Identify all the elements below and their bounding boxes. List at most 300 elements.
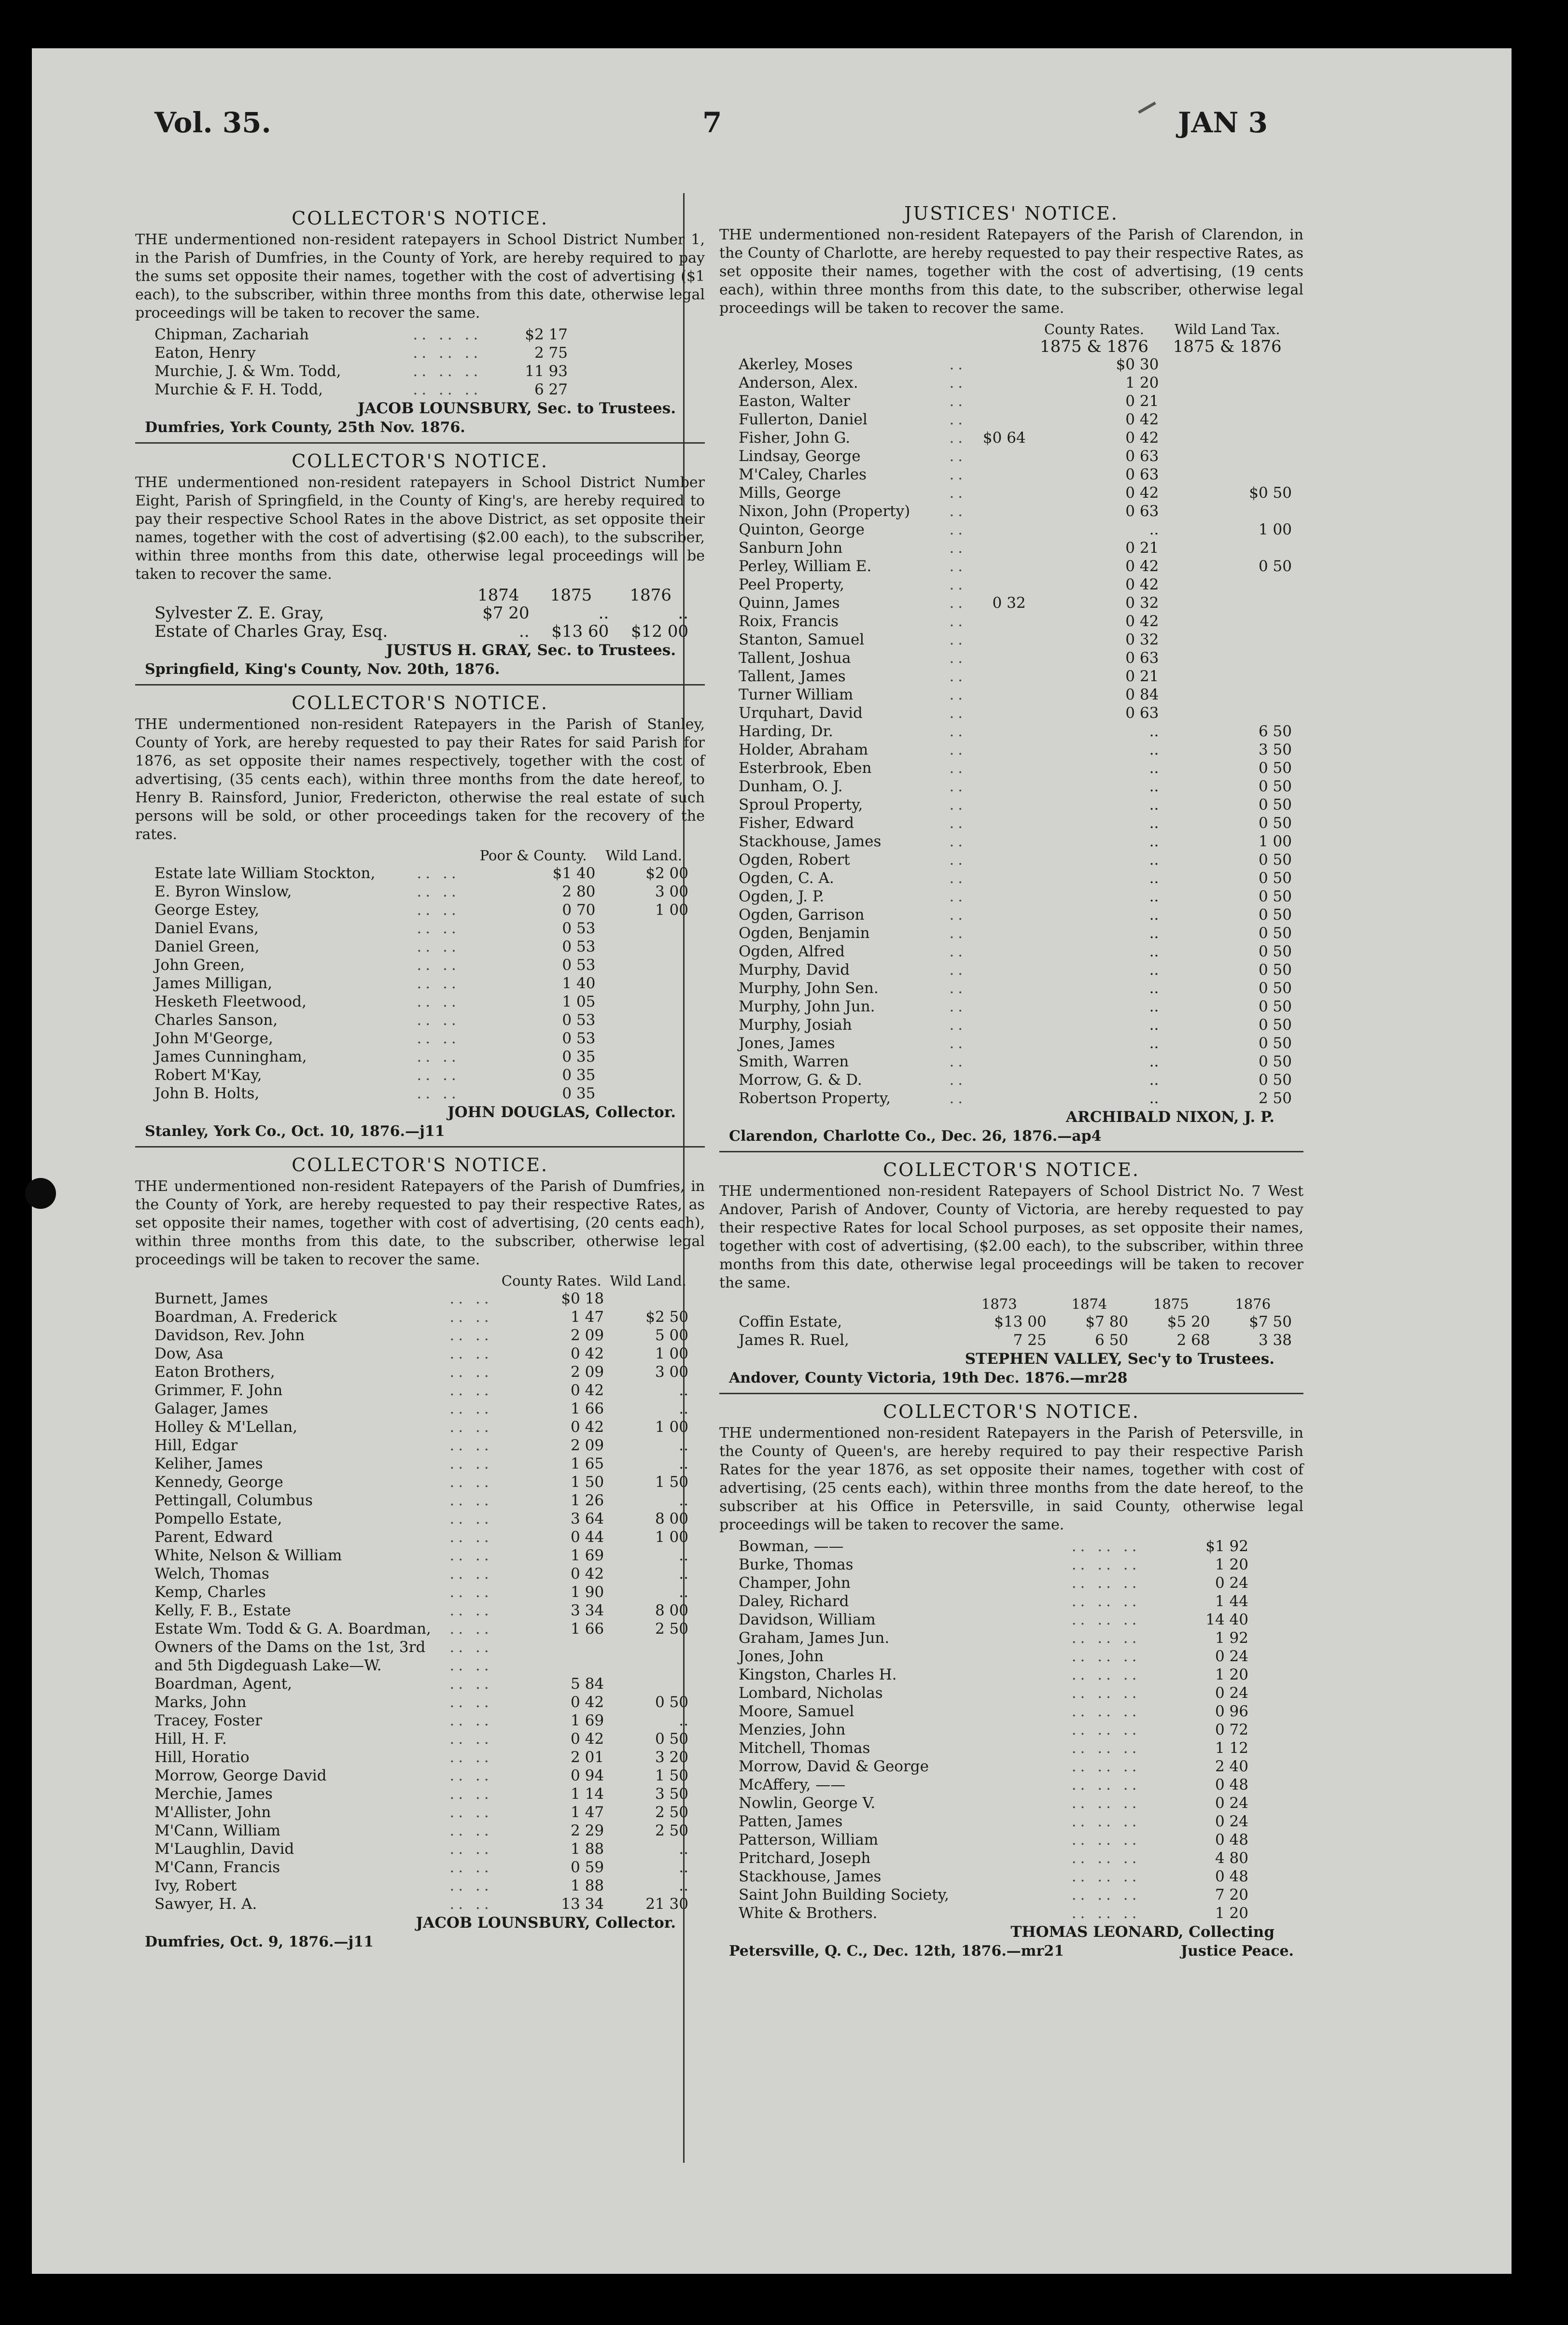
leader-dots: .. .. bbox=[449, 1583, 493, 1601]
amount-cell bbox=[1161, 502, 1294, 520]
amount-cell: .. bbox=[679, 1437, 688, 1454]
leader-dots: .. bbox=[949, 686, 967, 703]
ratepayer-name: Morrow, G. & D. bbox=[739, 1071, 862, 1089]
amount-cell: 0 42 bbox=[1125, 484, 1159, 502]
table-row bbox=[719, 759, 1294, 777]
amount-cell: $7 20 bbox=[482, 603, 530, 623]
leader-dots: .. .. bbox=[449, 1345, 493, 1362]
year-header: 1874 bbox=[477, 586, 519, 605]
ratepayer-name: Urquhart, David bbox=[739, 704, 863, 722]
amount-cell: 0 50 bbox=[1258, 778, 1292, 795]
amount-cell: $0 18 bbox=[561, 1290, 604, 1307]
leader-dots: .. bbox=[949, 411, 967, 428]
amount-cell: 0 24 bbox=[1215, 1794, 1248, 1812]
leader-dots: .. .. .. bbox=[1071, 1776, 1141, 1793]
leader-dots: .. bbox=[949, 851, 967, 868]
leader-dots: .. .. bbox=[449, 1675, 493, 1693]
amount-cell: $13 00 bbox=[994, 1313, 1047, 1331]
amount-cell bbox=[597, 956, 690, 974]
amount-cell: .. bbox=[1149, 833, 1159, 850]
amount-cell: 0 50 bbox=[1258, 851, 1292, 868]
leader-dots: .. .. bbox=[449, 1822, 493, 1839]
leader-dots: .. .. bbox=[417, 883, 460, 900]
table-row bbox=[135, 1821, 690, 1840]
column-header: Wild Land Tax. bbox=[1174, 321, 1280, 337]
amount-cell bbox=[597, 919, 690, 938]
amount-cell bbox=[597, 974, 690, 993]
table-row bbox=[135, 1840, 690, 1858]
notice-petersville bbox=[719, 1401, 1303, 1961]
amount-cell: 3 50 bbox=[1258, 741, 1292, 758]
table-row bbox=[135, 1528, 690, 1546]
ratepayer-name: Murphy, John Jun. bbox=[739, 998, 875, 1015]
table-row bbox=[719, 1886, 1250, 1904]
amount-cell: 0 94 bbox=[571, 1767, 604, 1784]
amount-cell: .. bbox=[679, 1877, 688, 1894]
amount-cell: 3 00 bbox=[655, 883, 688, 900]
ratepayer-name: Moore, Samuel bbox=[739, 1703, 854, 1720]
table-row bbox=[719, 961, 1294, 979]
column-header: County Rates. bbox=[1044, 321, 1144, 337]
section-rule bbox=[719, 1151, 1303, 1152]
amount-cell bbox=[972, 392, 1027, 410]
amount-cell bbox=[972, 906, 1027, 924]
notice-body: THE undermentioned non-resident Ratepayers of School District No. 7 West Andover, Parish of Andover, County of Victoria, are hereby requested to pay their respective Rates for local School purposes, as set opposite their names, together with cost of advertising, ($2.00 each), to the subscriber, within three months from this date, otherwise legal proceedings will be taken to recover the same. bbox=[719, 1183, 1303, 1291]
ratepayer-name: Sawyer, H. A. bbox=[154, 1895, 257, 1913]
amount-cell: 0 42 bbox=[1125, 411, 1159, 428]
amount-cell: 3 00 bbox=[655, 1363, 688, 1381]
ratepayer-name: Burke, Thomas bbox=[739, 1556, 854, 1573]
amount-cell bbox=[972, 355, 1027, 374]
ratepayer-name: James Cunningham, bbox=[154, 1048, 307, 1065]
ratepayer-name: Hill, Edgar bbox=[154, 1437, 238, 1454]
ratepayer-name: Pritchard, Joseph bbox=[739, 1849, 871, 1867]
amount-cell: .. bbox=[679, 1565, 688, 1583]
leader-dots: .. bbox=[949, 484, 967, 502]
ratepayer-name: M'Caley, Charles bbox=[739, 466, 867, 483]
table-row bbox=[719, 1739, 1250, 1757]
table-row bbox=[719, 1313, 1294, 1331]
amount-cell: 2 68 bbox=[1176, 1331, 1210, 1349]
amount-cell bbox=[1161, 429, 1294, 447]
amount-cell: 0 50 bbox=[1258, 943, 1292, 960]
amount-cell: .. bbox=[1149, 1053, 1159, 1070]
leader-dots: .. .. bbox=[417, 1085, 460, 1102]
amount-cell: $0 50 bbox=[1249, 484, 1292, 502]
leader-dots: .. .. .. bbox=[1071, 1611, 1141, 1628]
amount-cell: 0 84 bbox=[1125, 686, 1159, 703]
ratepayer-name: Galager, James bbox=[154, 1400, 268, 1417]
leader-dots: .. bbox=[949, 1016, 967, 1034]
leader-dots: .. .. bbox=[449, 1455, 493, 1472]
table-row bbox=[719, 502, 1294, 520]
table-row bbox=[719, 1629, 1250, 1647]
ratepayer-name: Pettingall, Columbus bbox=[154, 1492, 313, 1509]
amount-cell bbox=[972, 832, 1027, 851]
ratepayer-name: Tallent, James bbox=[739, 668, 846, 685]
amount-cell: 1 14 bbox=[571, 1785, 604, 1803]
leader-dots: .. bbox=[949, 741, 967, 758]
notice-body: THE undermentioned non-resident ratepayers in School District Number 1, in the Parish of Dumfries, in the County of York, are hereby required to pay the sums set opposite their names, together with the cost of advertising ($1 each), to the subscriber, within three months from this date, otherwise legal proceedings will be taken to recover the same. bbox=[135, 231, 705, 322]
leader-dots: .. bbox=[949, 888, 967, 905]
leader-dots: .. bbox=[949, 924, 967, 942]
amount-cell bbox=[1161, 612, 1294, 630]
leader-dots: .. bbox=[949, 814, 967, 832]
leader-dots: .. .. bbox=[449, 1639, 493, 1656]
table-row bbox=[719, 594, 1294, 612]
amount-cell: 0 50 bbox=[1258, 980, 1292, 997]
ratepayer-name: Turner William bbox=[739, 686, 854, 703]
amount-cell: .. bbox=[679, 1455, 688, 1472]
amount-cell: 0 50 bbox=[1258, 888, 1292, 905]
amount-cell bbox=[972, 722, 1027, 741]
amount-cell: 1 20 bbox=[1215, 1556, 1248, 1573]
table-row bbox=[719, 484, 1294, 502]
amount-cell bbox=[1161, 575, 1294, 594]
leader-dots: .. .. bbox=[417, 1011, 460, 1029]
table-row bbox=[135, 1455, 690, 1473]
ratepayer-name: White & Brothers. bbox=[739, 1905, 878, 1922]
leader-dots: .. .. .. bbox=[1071, 1794, 1141, 1812]
amount-cell: 1 50 bbox=[571, 1473, 604, 1491]
amount-cell bbox=[972, 979, 1027, 997]
amount-cell bbox=[972, 887, 1027, 906]
amount-cell bbox=[597, 1029, 690, 1048]
leader-dots: .. bbox=[949, 980, 967, 997]
leader-dots: .. .. .. bbox=[413, 344, 482, 362]
amount-cell: 2 29 bbox=[571, 1822, 604, 1839]
amount-cell: 1 12 bbox=[1215, 1739, 1248, 1757]
ratepayer-name: Stanton, Samuel bbox=[739, 631, 865, 648]
amount-cell: $0 30 bbox=[1116, 356, 1159, 373]
amount-cell: 0 50 bbox=[1258, 1053, 1292, 1070]
ratepayer-name: Fullerton, Daniel bbox=[739, 411, 868, 428]
ratepayer-name: Holley & M'Lellan, bbox=[154, 1418, 298, 1436]
amount-cell: 1 50 bbox=[655, 1767, 688, 1784]
leader-dots: .. .. bbox=[417, 938, 460, 955]
amount-cell: 8 00 bbox=[655, 1510, 688, 1527]
table-row bbox=[135, 1675, 690, 1693]
table-row bbox=[719, 1089, 1294, 1107]
notice-title: COLLECTOR'S NOTICE. bbox=[292, 450, 548, 472]
ratepayer-name: E. Byron Winslow, bbox=[154, 883, 292, 900]
amount-cell: $1 92 bbox=[1205, 1538, 1248, 1555]
ratepayer-name: Welch, Thomas bbox=[154, 1565, 269, 1583]
notice-body: THE undermentioned non-resident ratepayers in School District Number Eight, Parish of Springfield, in the County of King's, are hereby required to pay their respective School Rates in the above District, as set opposite their names, together with the cost of advertising ($2.00 each), to the subscriber, within three months from this date, otherwise legal proceedings will be taken to recover the same. bbox=[135, 474, 705, 583]
amount-cell: 2 75 bbox=[534, 344, 568, 362]
table-row bbox=[135, 1308, 690, 1326]
leader-dots: .. bbox=[949, 704, 967, 722]
amount-cell bbox=[972, 630, 1027, 649]
ratepayer-name: Patterson, William bbox=[739, 1831, 879, 1849]
leader-dots: .. .. bbox=[449, 1290, 493, 1307]
leader-dots: .. bbox=[949, 576, 967, 593]
amount-cell: 1 69 bbox=[571, 1547, 604, 1564]
year-header: 1874 bbox=[1071, 1296, 1107, 1312]
amount-cell bbox=[1161, 374, 1294, 392]
notice-signature: JOHN DOUGLAS, Collector. bbox=[448, 1104, 676, 1121]
table-row bbox=[719, 832, 1294, 851]
leader-dots: .. bbox=[949, 594, 967, 612]
amount-cell: $12 00 bbox=[631, 622, 688, 641]
amount-cell bbox=[972, 942, 1027, 961]
amount-cell: 2 50 bbox=[1258, 1090, 1292, 1107]
amount-cell bbox=[597, 1011, 690, 1029]
amount-cell: .. bbox=[1149, 1071, 1159, 1089]
table-row bbox=[135, 1785, 690, 1803]
amount-cell: 2 09 bbox=[571, 1327, 604, 1344]
amount-cell: 1 05 bbox=[562, 993, 596, 1010]
leader-dots: .. .. .. bbox=[1071, 1538, 1141, 1555]
ratepayer-name: M'Cann, William bbox=[154, 1822, 280, 1839]
amount-cell bbox=[972, 961, 1027, 979]
table-row bbox=[719, 575, 1294, 594]
leader-dots: .. .. bbox=[449, 1510, 493, 1527]
ratepayer-name: John B. Holts, bbox=[154, 1085, 260, 1102]
amount-cell bbox=[1161, 686, 1294, 704]
amount-cell: 1 65 bbox=[571, 1455, 604, 1472]
leader-dots: .. bbox=[949, 539, 967, 557]
amount-cell: $2 50 bbox=[645, 1308, 688, 1326]
amount-cell bbox=[972, 1034, 1027, 1052]
ratepayer-name: and 5th Digdeguash Lake—W. bbox=[154, 1657, 382, 1674]
leader-dots: .. bbox=[949, 649, 967, 667]
amount-cell bbox=[1161, 667, 1294, 686]
amount-cell: 0 50 bbox=[655, 1694, 688, 1711]
ratepayer-name: M'Laughlin, David bbox=[154, 1840, 294, 1858]
leader-dots: .. .. bbox=[449, 1547, 493, 1564]
ratepayer-name: Boardman, Agent, bbox=[154, 1675, 292, 1693]
notice-dumfries-district bbox=[135, 208, 705, 444]
amount-cell: 1 47 bbox=[571, 1804, 604, 1821]
table-row bbox=[135, 1620, 690, 1638]
ratepayer-name: Anderson, Alex. bbox=[739, 374, 858, 392]
table-row bbox=[719, 1034, 1294, 1052]
amount-cell: 1 50 bbox=[655, 1473, 688, 1491]
table-row bbox=[719, 447, 1294, 465]
ratepayer-name: Morrow, George David bbox=[154, 1767, 327, 1784]
ratepayer-name: Patten, James bbox=[739, 1813, 843, 1830]
table-row bbox=[135, 1381, 690, 1400]
amount-cell bbox=[972, 796, 1027, 814]
amount-cell bbox=[972, 612, 1027, 630]
ratepayer-name: Keliher, James bbox=[154, 1455, 263, 1472]
amount-cell: 3 64 bbox=[571, 1510, 604, 1527]
notice-dateline: Petersville, Q. C., Dec. 12th, 1876.—mr21 bbox=[729, 1943, 1064, 1960]
amount-cell: 0 24 bbox=[1215, 1648, 1248, 1665]
leader-dots: .. bbox=[949, 503, 967, 520]
leader-dots: .. .. bbox=[449, 1382, 493, 1399]
amount-cell: 2 09 bbox=[571, 1437, 604, 1454]
table-row bbox=[719, 1016, 1294, 1034]
table-row bbox=[719, 741, 1294, 759]
ratepayer-name: Murphy, Josiah bbox=[739, 1016, 852, 1034]
table-row bbox=[135, 325, 570, 344]
ratepayer-name: John M'George, bbox=[154, 1030, 273, 1047]
leader-dots: .. .. bbox=[417, 1066, 460, 1084]
amount-cell: .. bbox=[1149, 943, 1159, 960]
table-row bbox=[135, 1766, 690, 1785]
amount-cell: 0 63 bbox=[1125, 649, 1159, 667]
amount-cell: 0 53 bbox=[562, 920, 596, 937]
leader-dots: .. bbox=[949, 869, 967, 887]
ratepayer-name: Akerley, Moses bbox=[739, 356, 853, 373]
amount-cell bbox=[1161, 704, 1294, 722]
amount-cell: 8 00 bbox=[655, 1602, 688, 1619]
ratepayer-name: Robertson Property, bbox=[739, 1090, 891, 1107]
amount-cell: 1 20 bbox=[1215, 1905, 1248, 1922]
ratepayer-name: Daley, Richard bbox=[739, 1593, 849, 1610]
column-header: Poor & County. bbox=[479, 847, 587, 864]
amount-cell: 1 66 bbox=[571, 1400, 604, 1417]
ratepayer-name: Ogden, Benjamin bbox=[739, 924, 870, 942]
ratepayer-name: Murchie, J. & Wm. Todd, bbox=[154, 363, 341, 380]
amount-cell: 1 20 bbox=[1215, 1666, 1248, 1683]
notice-body: THE undermentioned non-resident Ratepayers of the Parish of Dumfries, in the County of York, are hereby requested to pay their respective Rates, as set opposite their names, together with cost of advertising, (20 cents each), within three months from this date, to the subscriber, otherwise legal proceedings will be taken to recover the same. bbox=[135, 1178, 705, 1268]
ratepayer-name: White, Nelson & William bbox=[154, 1547, 342, 1564]
ratepayer-name: Eaton Brothers, bbox=[154, 1363, 275, 1381]
ratepayer-name: Coffin Estate, bbox=[739, 1313, 842, 1331]
amount-cell: 7 20 bbox=[1215, 1886, 1248, 1904]
amount-cell: 0 21 bbox=[1125, 668, 1159, 685]
amount-cell: 2 50 bbox=[655, 1804, 688, 1821]
ratepayer-name: Tallent, Joshua bbox=[739, 649, 851, 667]
amount-cell: 0 42 bbox=[1125, 576, 1159, 593]
leader-dots: .. .. bbox=[449, 1565, 493, 1583]
amount-cell: 6 50 bbox=[1258, 723, 1292, 740]
table-row bbox=[719, 1776, 1250, 1794]
amount-cell: 2 09 bbox=[571, 1363, 604, 1381]
leader-dots: .. .. bbox=[449, 1528, 493, 1546]
table-row bbox=[135, 1877, 690, 1895]
ratepayer-name: Estate late William Stockton, bbox=[154, 865, 376, 882]
ratepayer-name: Ogden, C. A. bbox=[739, 869, 834, 887]
amount-cell: .. bbox=[1149, 814, 1159, 832]
ratepayer-name: Parent, Edward bbox=[154, 1528, 273, 1546]
amount-cell bbox=[972, 649, 1027, 667]
leader-dots: .. .. bbox=[449, 1840, 493, 1858]
table-row bbox=[719, 1592, 1250, 1611]
leader-dots: .. .. bbox=[417, 956, 460, 974]
leader-dots: .. .. bbox=[449, 1895, 493, 1913]
leader-dots: .. .. bbox=[449, 1785, 493, 1803]
amount-cell: $2 00 bbox=[645, 865, 688, 882]
amount-cell: .. bbox=[679, 1400, 688, 1417]
leader-dots: .. .. .. bbox=[1071, 1593, 1141, 1610]
amount-cell: $0 64 bbox=[982, 429, 1026, 447]
leader-dots: .. .. bbox=[417, 1030, 460, 1047]
leader-dots: .. bbox=[949, 1071, 967, 1089]
ratepayer-name: Murphy, David bbox=[739, 961, 850, 979]
amount-cell: 0 32 bbox=[1125, 631, 1159, 648]
leader-dots: .. bbox=[949, 1053, 967, 1070]
amount-cell bbox=[497, 1638, 606, 1656]
leader-dots: .. .. .. bbox=[413, 363, 482, 380]
ratepayer-name: McAffery, —— bbox=[739, 1776, 846, 1793]
notice-signature: JACOB LOUNSBURY, Sec. to Trustees. bbox=[357, 400, 676, 417]
notice-title: COLLECTOR'S NOTICE. bbox=[883, 1159, 1140, 1180]
leader-dots: .. .. .. bbox=[413, 326, 482, 343]
amount-cell: 0 72 bbox=[1215, 1721, 1248, 1738]
ratepayer-name: Estate of Charles Gray, Esq. bbox=[154, 622, 388, 641]
amount-cell bbox=[597, 1066, 690, 1084]
leader-dots: .. bbox=[949, 521, 967, 538]
leader-dots: .. .. .. bbox=[1071, 1574, 1141, 1592]
table-row bbox=[719, 649, 1294, 667]
amount-cell: 0 42 bbox=[571, 1694, 604, 1711]
leader-dots: .. bbox=[949, 613, 967, 630]
amount-cell: .. bbox=[1149, 521, 1159, 538]
amount-cell: 0 63 bbox=[1125, 466, 1159, 483]
leader-dots: .. .. bbox=[449, 1877, 493, 1894]
table-row bbox=[135, 1491, 690, 1510]
notice-andover bbox=[719, 1159, 1303, 1394]
ratepayer-name: Smith, Warren bbox=[739, 1053, 849, 1070]
ratepayer-name: Burnett, James bbox=[154, 1290, 268, 1307]
ratepayer-name: Chipman, Zachariah bbox=[154, 326, 309, 343]
ratepayer-name: Saint John Building Society, bbox=[739, 1886, 950, 1904]
amount-cell bbox=[972, 814, 1027, 832]
table-row bbox=[135, 1418, 690, 1436]
ratepayer-name: Nowlin, George V. bbox=[739, 1794, 876, 1812]
amount-cell: 0 42 bbox=[1125, 429, 1159, 447]
table-row bbox=[719, 906, 1294, 924]
amount-cell: .. bbox=[1149, 851, 1159, 868]
ratepayer-name: Hill, Horatio bbox=[154, 1749, 250, 1766]
table-row bbox=[135, 1048, 690, 1066]
table-row bbox=[719, 924, 1294, 942]
ratepayer-table bbox=[719, 1295, 1294, 1349]
leader-dots: .. .. bbox=[417, 975, 460, 992]
table-row bbox=[135, 1400, 690, 1418]
amount-cell: .. bbox=[679, 1583, 688, 1601]
amount-cell: 5 84 bbox=[571, 1675, 604, 1693]
ratepayer-name: James R. Ruel, bbox=[739, 1331, 849, 1349]
leader-dots: .. .. bbox=[449, 1730, 493, 1748]
year-header: 1876 bbox=[630, 586, 672, 605]
leader-dots: .. .. bbox=[449, 1400, 493, 1417]
table-row bbox=[719, 1071, 1294, 1089]
amount-cell: 1 92 bbox=[1215, 1629, 1248, 1647]
amount-cell: 0 35 bbox=[562, 1085, 596, 1102]
amount-cell: 1 00 bbox=[655, 901, 688, 919]
leader-dots: .. .. bbox=[449, 1418, 493, 1436]
leader-dots: .. .. .. bbox=[1071, 1886, 1141, 1904]
table-row bbox=[135, 362, 570, 380]
ratepayer-name: Nixon, John (Property) bbox=[739, 503, 910, 520]
amount-cell: .. bbox=[1149, 759, 1159, 777]
table-row bbox=[135, 864, 690, 882]
amount-cell: .. bbox=[1149, 924, 1159, 942]
amount-cell: 0 32 bbox=[1125, 594, 1159, 612]
table-row bbox=[719, 520, 1294, 539]
ratepayer-name: Champer, John bbox=[739, 1574, 851, 1592]
table-row bbox=[135, 1748, 690, 1766]
table-row bbox=[135, 1011, 690, 1029]
leader-dots: .. bbox=[949, 429, 967, 447]
table-row bbox=[135, 1583, 690, 1601]
leader-dots: .. bbox=[949, 392, 967, 410]
notice-clarendon bbox=[719, 203, 1303, 1152]
amount-cell: .. bbox=[1149, 1090, 1159, 1107]
amount-cell: 1 47 bbox=[571, 1308, 604, 1326]
leader-dots: .. .. bbox=[417, 920, 460, 937]
leader-dots: .. bbox=[949, 723, 967, 740]
amount-cell: 1 00 bbox=[655, 1418, 688, 1436]
amount-cell: 1 44 bbox=[1215, 1593, 1248, 1610]
notice-signature: JUSTUS H. GRAY, Sec. to Trustees. bbox=[386, 642, 676, 659]
ratepayer-table bbox=[135, 847, 690, 1103]
